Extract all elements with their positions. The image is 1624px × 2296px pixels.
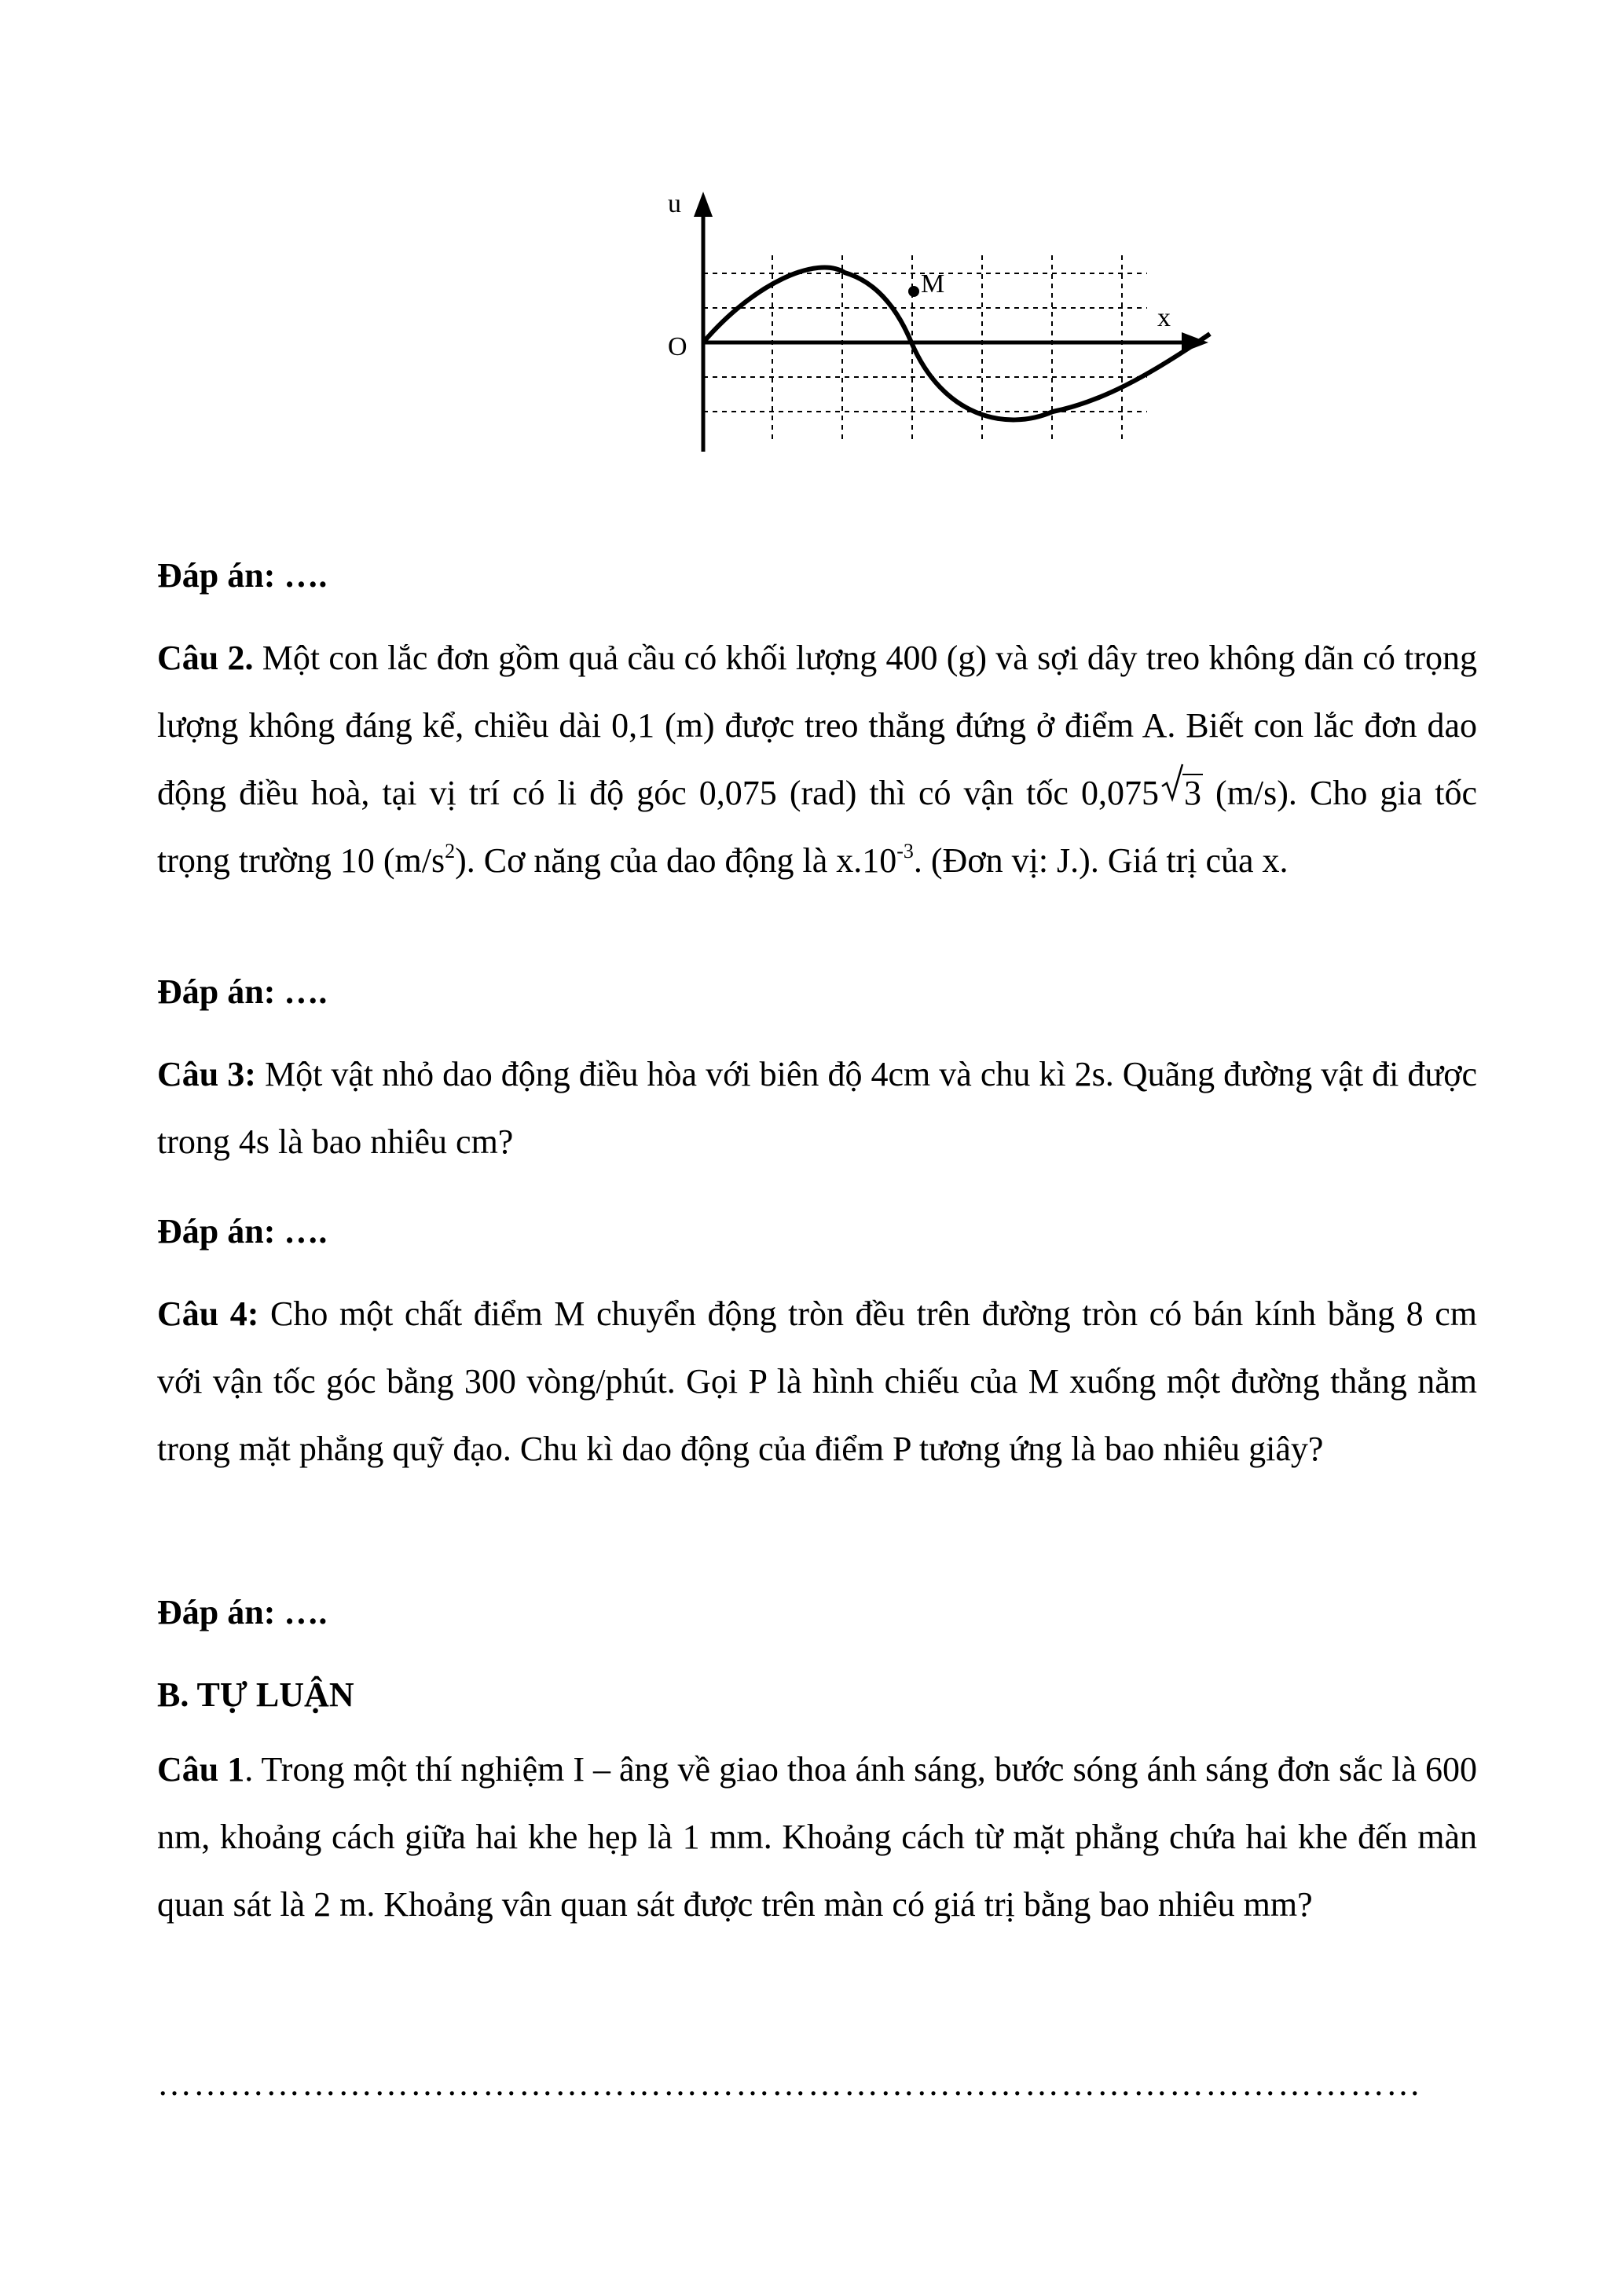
answer-dotted-line: …………………………………………………………………………………………… bbox=[157, 2064, 1422, 2103]
question-3-text: Một vật nhỏ dao động điều hòa với biên độ 4cm và chu kì 2s. Quãng đường vật đi được trong 4s là bao nhiêu cm? bbox=[157, 1055, 1477, 1161]
essay-question-1 bbox=[157, 1736, 1477, 1939]
axes bbox=[694, 192, 1208, 452]
question-4-label: Câu 4: bbox=[157, 1294, 259, 1333]
essay-question-1-label: Câu 1 bbox=[157, 1750, 245, 1789]
superscript-2: 2 bbox=[445, 840, 456, 862]
section-b-heading: B. TỰ LUẬN bbox=[157, 1675, 354, 1714]
sqrt-argument: 3 bbox=[1183, 774, 1201, 812]
u-axis-label: u bbox=[668, 189, 681, 218]
question-2-label: Câu 2. bbox=[157, 639, 254, 677]
point-m-label: M bbox=[921, 269, 945, 298]
x-axis-label: x bbox=[1157, 303, 1171, 332]
question-4-text: Cho một chất điểm M chuyển động tròn đều trên đường tròn có bán kính bằng 8 cm với vận tốc góc bằng 300 vòng/phút. Gọi P là hình chiếu của M xuống một đường thẳng nằm trong mặt phẳng quỹ đạo. Chu kì dao động của điểm P tương ứng là bao nhiêu giây? bbox=[157, 1294, 1477, 1468]
wave-figure bbox=[644, 181, 1289, 463]
question-3 bbox=[157, 1041, 1477, 1176]
question-2 bbox=[157, 624, 1477, 895]
sqrt-expression bbox=[1081, 774, 1203, 812]
sqrt-coefficient: 0,075 bbox=[1080, 774, 1159, 812]
origin-label: O bbox=[668, 332, 687, 361]
superscript-minus-3: -3 bbox=[896, 840, 914, 862]
essay-question-1-text: . Trong một thí nghiệm I – âng về giao thoa ánh sáng, bước sóng ánh sáng đơn sắc là 600 nm, khoảng cách giữa hai khe hẹp là 1 mm. Khoảng cách từ mặt phẳng chứa hai khe đến màn quan sát là 2 m. Khoảng vân quan sát được trên màn có giá trị bằng bao nhiêu mm? bbox=[157, 1750, 1478, 1924]
question-2-text-d: . (Đơn vị: J.). Giá trị của x. bbox=[913, 841, 1289, 880]
u-axis-arrow bbox=[694, 192, 713, 217]
sqrt-symbol bbox=[1160, 760, 1203, 827]
point-m-dot bbox=[908, 286, 919, 297]
question-2-text-c: ). Cơ năng của dao động là x.10 bbox=[455, 841, 897, 880]
question-4 bbox=[157, 1280, 1477, 1483]
question-2-text-a: Một con lắc đơn gồm quả cầu có khối lượng 400 (g) và sợi dây treo không dãn có trọng lượng không đáng kể, chiều dài 0,1 (m) được treo thẳng đứng ở điểm A. Biết con lắc đơn dao động điều hoà, tại vị trí có li độ góc 0,075 (rad) thì có vận tốc bbox=[157, 639, 1478, 812]
answer-line-3: Đáp án: …. bbox=[157, 1212, 328, 1251]
question-2-text-b: (m/s). Cho gia tốc trọng trường 10 (m/s bbox=[157, 774, 1478, 880]
answer-line-1: Đáp án: …. bbox=[157, 556, 328, 595]
question-3-label: Câu 3: bbox=[157, 1055, 256, 1093]
answer-line-2: Đáp án: …. bbox=[157, 972, 328, 1011]
answer-line-4: Đáp án: …. bbox=[157, 1593, 328, 1631]
